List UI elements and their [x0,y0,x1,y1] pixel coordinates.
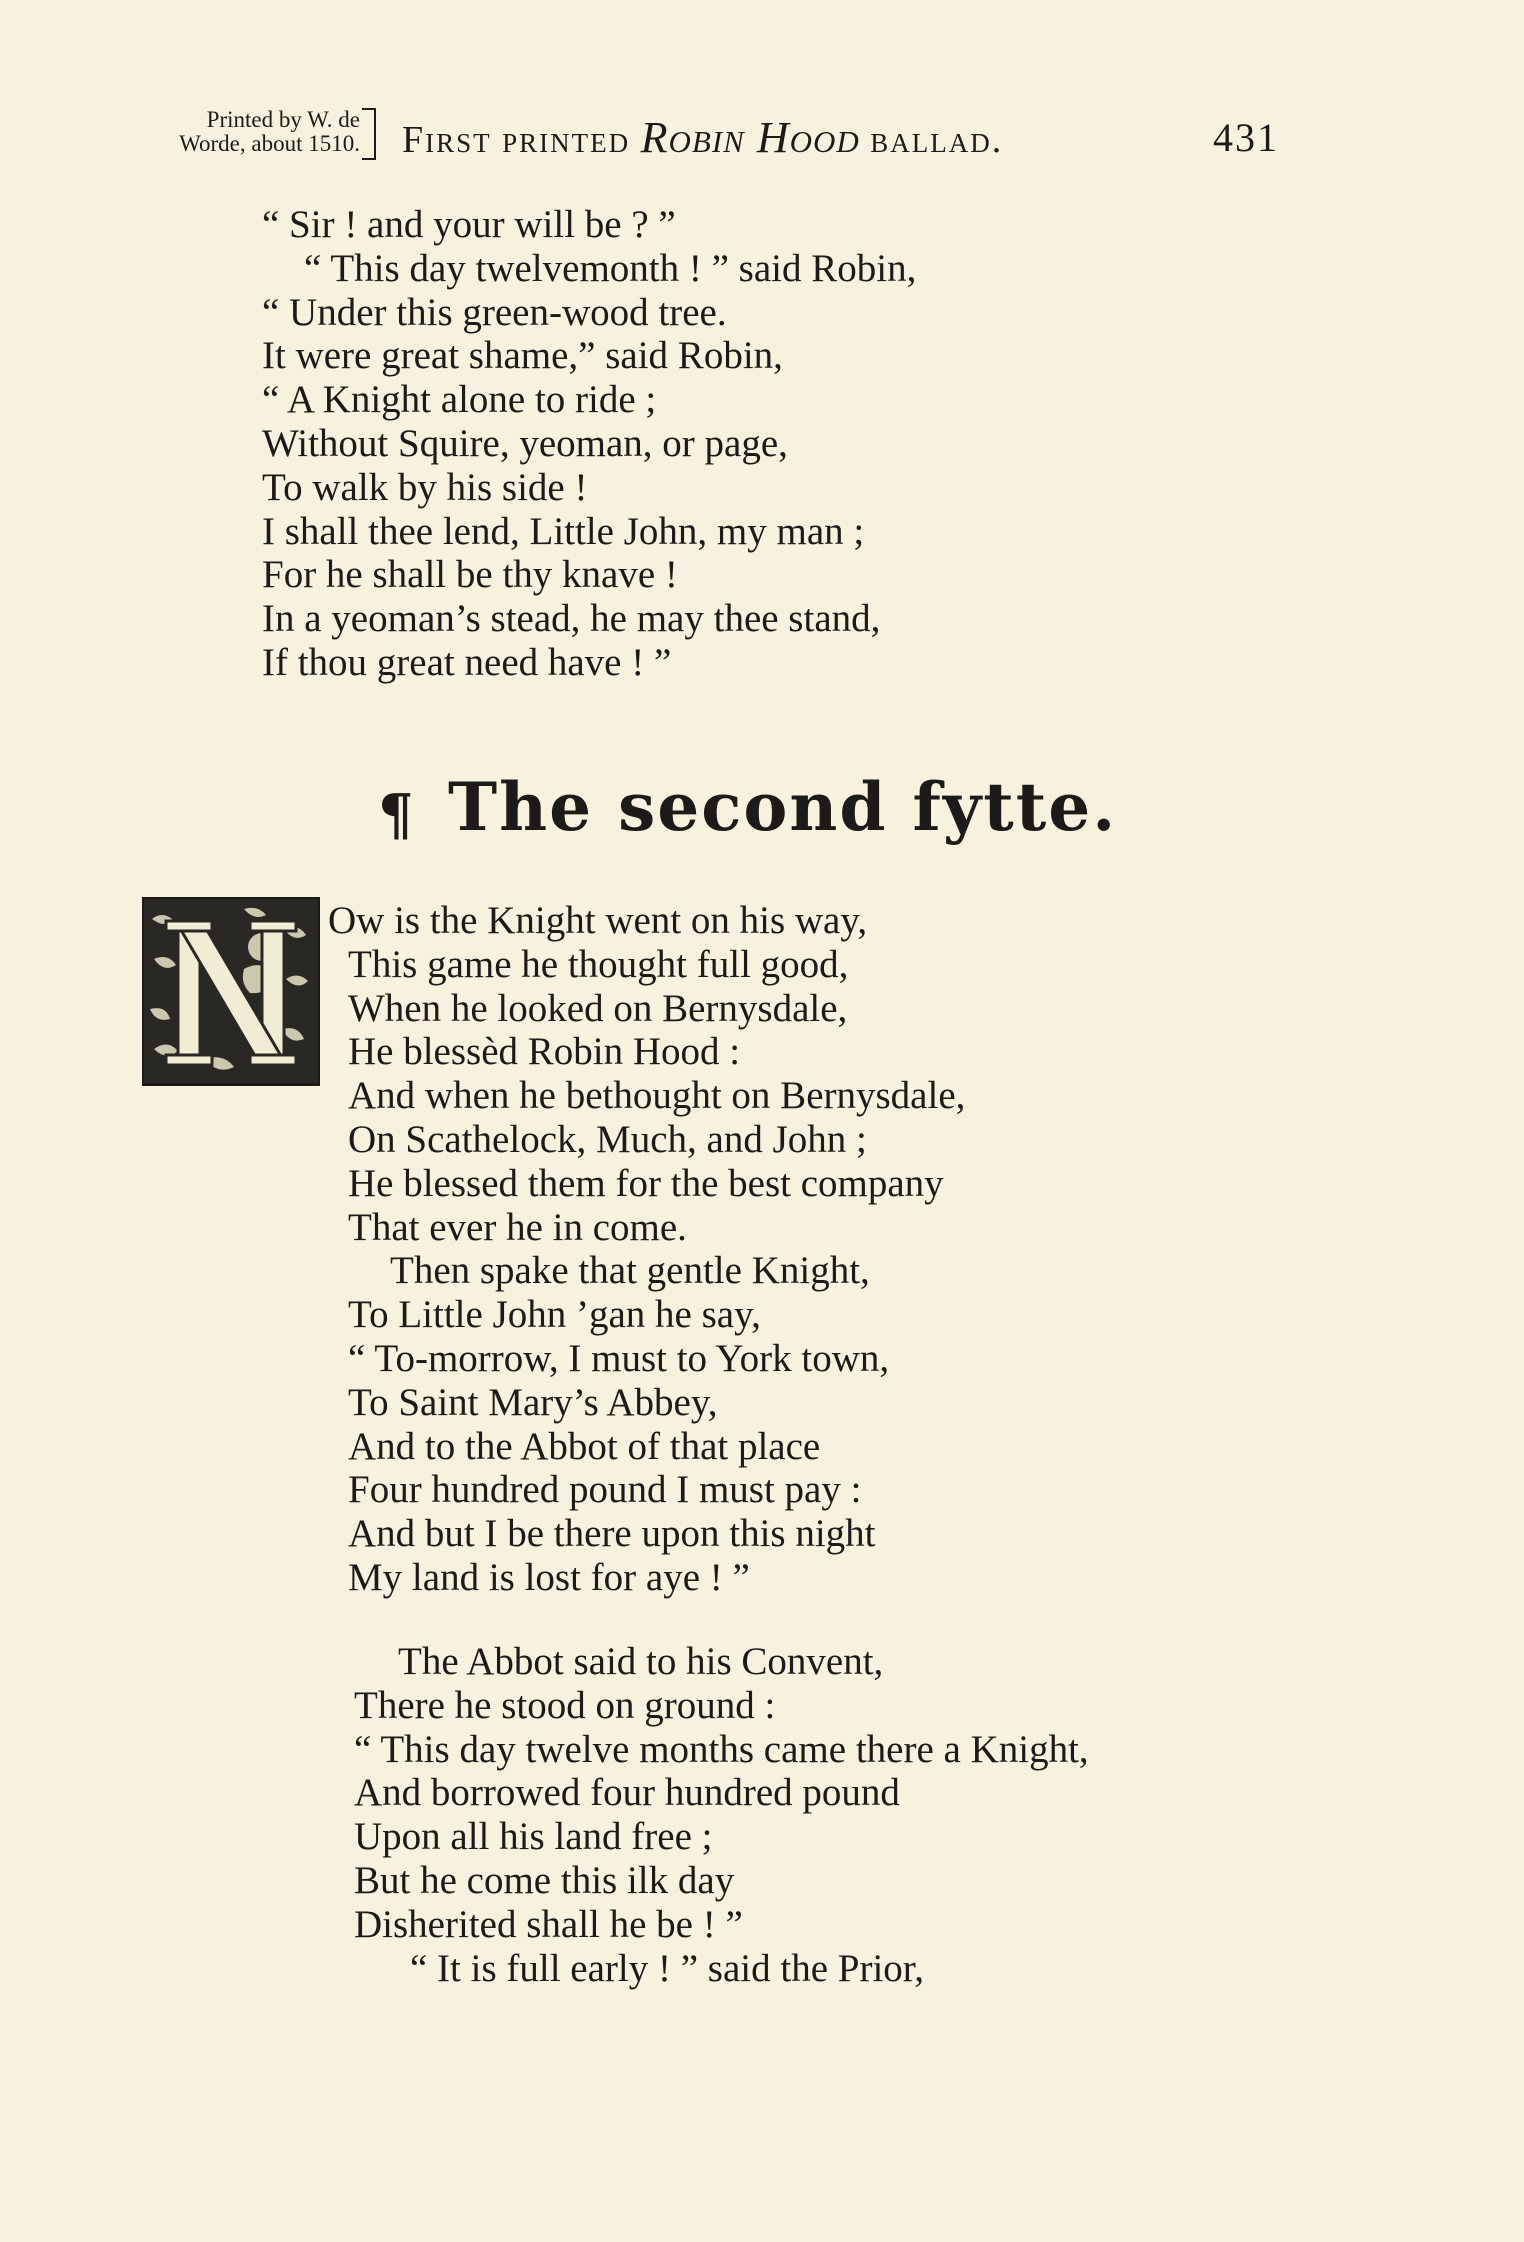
verse-line: To Saint Mary’s Abbey, [348,1380,718,1424]
verse-line: That ever he in come. [348,1205,687,1249]
page-number: 431 [1213,115,1279,160]
verse-line: On Scathelock, Much, and John ; [348,1117,867,1161]
verse-line: “ Sir ! and your will be ? ” [262,203,676,246]
side-note-bracket [362,108,376,160]
verse-line: And but I be there upon this night [348,1512,876,1556]
verse-line: And when he bethought on Bernysdale, [348,1074,966,1118]
verse-line: “ It is full early ! ” said the Prior, [410,1946,924,1990]
verse-line: Disherited shall he be ! ” [354,1902,743,1946]
verse-line: There he stood on ground : [354,1683,776,1727]
verse-line: To Little John ’gan he say, [348,1293,761,1337]
verse-line: And to the Abbot of that place [348,1424,821,1468]
verse-block-top [262,203,916,685]
running-title [402,112,1003,163]
verse-line: The Abbot said to his Convent, [398,1640,884,1683]
title-word: printed [502,119,631,161]
verse-line: Then spake that gentle Knight, [390,1249,870,1293]
title-word: ballad. [870,119,1004,161]
woodcut-initial-icon [144,899,318,1083]
verse-line: “ This day twelve months came there a Knight, [354,1727,1089,1771]
verse-line: “ Under this green-wood tree. [262,290,727,334]
verse-line: He blessèd Robin Hood : [348,1030,741,1074]
verse-block-second [328,899,966,1600]
paragraph-mark-icon: ¶ [378,782,414,848]
drop-cap-rule [142,1084,320,1086]
verse-block-third [354,1640,1089,1990]
verse-line: “ A Knight alone to ride ; [262,378,657,422]
verse-line: He blessed them for the best company [348,1161,944,1205]
fytte-heading [378,768,1118,848]
verse-line: And borrowed four hundred pound [354,1771,900,1815]
drop-cap-n-icon [142,897,320,1085]
verse-line: “ This day twelvemonth ! ” said Robin, [304,246,917,290]
verse-line: But he come this ilk day [354,1858,735,1902]
fytte-title: The second fytte. [448,768,1118,846]
side-note-line: Printed by W. de [206,107,360,132]
side-note [128,108,360,156]
verse-line: I shall thee lend, Little John, my man ; [262,509,865,553]
verse-line: Without Squire, yeoman, or page, [262,421,788,465]
verse-line: When he looked on Bernysdale, [348,986,848,1030]
verse-line: If thou great need have ! ” [262,640,672,684]
title-robin-hood: Robin Hood [640,113,860,162]
title-word: First [402,119,492,161]
running-header [128,104,1308,164]
verse-line: It were great shame,” said Robin, [262,334,783,378]
verse-line: To walk by his side ! [262,465,588,509]
verse-line: “ To-morrow, I must to York town, [348,1336,890,1380]
verse-line: This game he thought full good, [348,942,849,986]
verse-line: My land is lost for aye ! ” [348,1555,750,1599]
side-note-line: Worde, about 1510. [179,131,360,156]
verse-line: Four hundred pound I must pay : [348,1468,862,1512]
verse-line: In a yeoman’s stead, he may thee stand, [262,597,881,641]
verse-line: Upon all his land free ; [354,1815,713,1859]
verse-line: For he shall be thy knave ! [262,553,678,597]
verse-line: Ow is the Knight went on his way, [328,899,868,942]
